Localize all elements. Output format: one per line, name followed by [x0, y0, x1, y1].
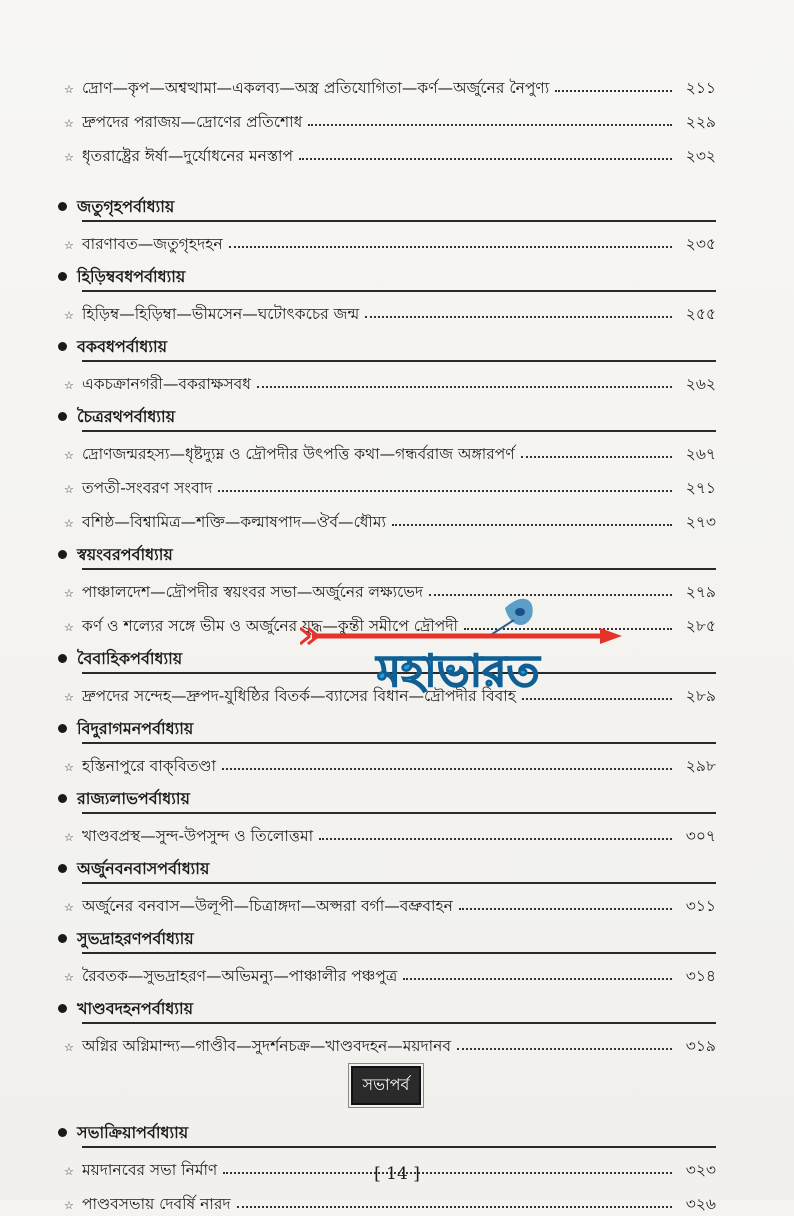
- dot-leader: [365, 316, 672, 318]
- section-block: [56, 848, 716, 884]
- section-block: [56, 534, 716, 570]
- entry-title: দ্রুপদের সন্দেহ—দ্রুপদ-যুধিষ্ঠির বিতর্ক—ব্যাসের বিধান—দ্রৌপদীর বিবাহ: [82, 689, 516, 709]
- bullet-icon: [58, 1004, 67, 1013]
- section-title: বিদুরাগমনপর্বাধ্যায়: [77, 721, 193, 742]
- star-icon: ☆: [64, 972, 82, 983]
- entry-title: তপতী-সংবরণ সংবাদ: [82, 481, 212, 501]
- section-heading: [56, 778, 716, 812]
- dot-leader: [299, 158, 672, 160]
- star-icon: ☆: [64, 762, 82, 773]
- star-icon: ☆: [64, 622, 82, 633]
- entry-page-number: ২৩২: [676, 149, 716, 169]
- section-heading: [56, 988, 716, 1022]
- section-block: [56, 1112, 716, 1148]
- section-title: স্বয়ংবরপর্বাধ্যায়: [77, 547, 173, 568]
- entry-title: পাঞ্চালদেশ—দ্রৌপদীর স্বয়ংবর সভা—অর্জুনের লক্ষ্যভেদ: [82, 585, 423, 605]
- star-icon: ☆: [64, 902, 82, 913]
- section-title: হিড়িম্ববধপর্বাধ্যায়: [77, 269, 185, 290]
- entry-title: রৈবতক—সুভদ্রাহরণ—অভিমন্যু—পাঞ্চালীর পঞ্চপুত্র: [82, 969, 397, 989]
- toc-entry: [56, 1024, 716, 1058]
- section-heading: [56, 918, 716, 952]
- dot-leader: [218, 490, 672, 492]
- entry-title: দ্রোণ—কৃপ—অশ্বত্থামা—একলব্য—অস্ত্র প্রতিযোগিতা—কর্ণ—অর্জুনের নৈপুণ্য: [82, 81, 549, 101]
- bullet-icon: [58, 550, 67, 559]
- section-title: অর্জুনবনবাসপর্বাধ্যায়: [77, 861, 209, 882]
- star-icon: ☆: [64, 832, 82, 843]
- toc-entry: [56, 222, 716, 256]
- section-heading: [56, 256, 716, 290]
- entry-page-number: ২২৯: [676, 115, 716, 135]
- section-title: রাজ্যলাভপর্বাধ্যায়: [77, 791, 190, 812]
- section-block: [56, 918, 716, 954]
- entry-title: দ্রুপদের পরাজয়—দ্রোণের প্রতিশোধ: [82, 115, 302, 135]
- entry-title: কর্ণ ও শল্যের সঙ্গে ভীম ও অর্জুনের যুদ্ধ—কুন্তী সমীপে দ্রৌপদী: [82, 619, 458, 639]
- feather-icon: [486, 599, 533, 638]
- toc-entry: [56, 66, 716, 100]
- toc-entry: [56, 1182, 716, 1216]
- entry-title: অগ্নির অগ্নিমান্দ্য—গাণ্ডীব—সুদর্শনচক্র—খাণ্ডবদহন—ময়দানব: [82, 1039, 451, 1059]
- entry-page-number: ২৭৩: [676, 515, 716, 535]
- publisher-logo-watermark: [300, 590, 630, 700]
- entry-page-number: ২৩৫: [676, 237, 716, 257]
- watermark-text: মহাভারত: [374, 646, 541, 697]
- bullet-icon: [58, 654, 67, 663]
- entry-page-number: ৩১৯: [676, 1039, 716, 1059]
- star-icon: ☆: [64, 484, 82, 495]
- entry-title: হিড়িম্ব—হিড়িম্বা—ভীমসেন—ঘটোৎকচের জন্ম: [82, 307, 359, 327]
- bullet-icon: [58, 724, 67, 733]
- section-block: [56, 396, 716, 432]
- toc-entry: [56, 292, 716, 326]
- section-title: বকবধপর্বাধ্যায়: [77, 339, 167, 360]
- section-block: [56, 186, 716, 222]
- part-heading: [56, 1058, 716, 1112]
- entry-page-number: ২৮৯: [676, 689, 716, 709]
- dot-leader: [237, 1206, 672, 1208]
- bullet-icon: [58, 342, 67, 351]
- section-heading: [56, 1112, 716, 1146]
- page-number: [ 14 ]: [0, 1164, 794, 1184]
- dot-leader: [319, 838, 672, 840]
- entry-page-number: ৩০৭: [676, 829, 716, 849]
- entry-page-number: ২৭১: [676, 481, 716, 501]
- dot-leader: [229, 246, 672, 248]
- star-icon: ☆: [64, 1166, 82, 1177]
- arrow-icon: [300, 628, 622, 644]
- star-icon: ☆: [64, 518, 82, 529]
- star-icon: ☆: [64, 1200, 82, 1211]
- entry-page-number: ৩২৬: [676, 1197, 716, 1216]
- dot-leader: [459, 908, 672, 910]
- entry-title: একচক্রানগরী—বকরাক্ষসবধ: [82, 377, 251, 397]
- section-block: [56, 326, 716, 362]
- bullet-icon: [58, 794, 67, 803]
- star-icon: ☆: [64, 588, 82, 599]
- bullet-icon: [58, 272, 67, 281]
- section-title: সভাক্রিয়াপর্বাধ্যায়: [77, 1125, 188, 1146]
- bullet-icon: [58, 864, 67, 873]
- toc-entry: [56, 744, 716, 778]
- toc-entry: [56, 500, 716, 534]
- section-heading: [56, 396, 716, 430]
- entry-page-number: ২৮৫: [676, 619, 716, 639]
- toc-entry: [56, 466, 716, 500]
- dot-leader: [457, 1048, 672, 1050]
- entry-title: অর্জুনের বনবাস—উলূপী—চিত্রাঙ্গদা—অপ্সরা বর্গা—বভ্রুবাহন: [82, 899, 453, 919]
- star-icon: ☆: [64, 450, 82, 461]
- section-title: বৈবাহিকপর্বাধ্যায়: [77, 651, 182, 672]
- section-heading: [56, 326, 716, 360]
- dot-leader: [403, 978, 672, 980]
- bullet-icon: [58, 934, 67, 943]
- dot-leader: [521, 456, 672, 458]
- toc-entry: [56, 100, 716, 134]
- entry-page-number: ২১১: [676, 81, 716, 101]
- dot-leader: [222, 768, 672, 770]
- entry-page-number: ২৯৮: [676, 759, 716, 779]
- toc-entry: [56, 362, 716, 396]
- entry-page-number: ৩১১: [676, 899, 716, 919]
- section-title: জতুগৃহপর্বাধ্যায়: [77, 199, 174, 220]
- dot-leader: [308, 124, 672, 126]
- star-icon: ☆: [64, 692, 82, 703]
- section-heading: [56, 534, 716, 568]
- entry-title: দ্রোণজন্মরহস্য—ধৃষ্টদ্যুম্ন ও দ্রৌপদীর উৎপত্তি কথা—গন্ধর্বরাজ অঙ্গারপর্ণ: [82, 447, 515, 467]
- dot-leader: [257, 386, 672, 388]
- section-gap: [56, 168, 716, 186]
- section-heading: [56, 848, 716, 882]
- entry-page-number: ২৬২: [676, 377, 716, 397]
- star-icon: ☆: [64, 310, 82, 321]
- entry-page-number: ২৬৭: [676, 447, 716, 467]
- entry-title: বশিষ্ঠ—বিশ্বামিত্র—শক্তি—কল্মাষপাদ—ঔর্ব—ধৌম্য: [82, 515, 386, 535]
- entry-page-number: ২৭৯: [676, 585, 716, 605]
- star-icon: ☆: [64, 1042, 82, 1053]
- entry-title: হস্তিনাপুরে বাক্‌বিতণ্ডা: [82, 759, 216, 779]
- entry-page-number: ৩২৩: [676, 1163, 716, 1183]
- star-icon: ☆: [64, 152, 82, 163]
- section-block: [56, 256, 716, 292]
- entry-title: ময়দানবের সভা নির্মাণ: [82, 1163, 217, 1183]
- section-block: [56, 988, 716, 1024]
- section-heading: [56, 708, 716, 742]
- toc-entry: [56, 134, 716, 168]
- entry-title: খাণ্ডবপ্রস্থ—সুন্দ-উপসুন্দ ও তিলোত্তমা: [82, 829, 313, 849]
- entry-title: ধৃতরাষ্ট্রের ঈর্ষা—দুর্যোধনের মনস্তাপ: [82, 149, 293, 169]
- toc-entry: [56, 814, 716, 848]
- dot-leader: [555, 90, 672, 92]
- section-block: [56, 708, 716, 744]
- entry-page-number: ৩১৪: [676, 969, 716, 989]
- star-icon: ☆: [64, 380, 82, 391]
- dot-leader: [392, 524, 672, 526]
- section-title: খাণ্ডবদহনপর্বাধ্যায়: [77, 1001, 193, 1022]
- section-block: [56, 778, 716, 814]
- section-title: সুভদ্রাহরণপর্বাধ্যায়: [77, 931, 194, 952]
- entry-page-number: ২৫৫: [676, 307, 716, 327]
- star-icon: ☆: [64, 240, 82, 251]
- toc-entry: [56, 432, 716, 466]
- star-icon: ☆: [64, 118, 82, 129]
- bullet-icon: [58, 412, 67, 421]
- section-heading: [56, 186, 716, 220]
- star-icon: ☆: [64, 84, 82, 95]
- bullet-icon: [58, 1128, 67, 1137]
- toc-entry: [56, 954, 716, 988]
- toc-entry: [56, 884, 716, 918]
- part-title: সভাপর্ব: [351, 1066, 422, 1105]
- entry-title: বারণাবত—জতুগৃহদহন: [82, 237, 223, 257]
- section-title: চৈত্ররথপর্বাধ্যায়: [77, 409, 175, 430]
- entry-title: পাণ্ডবসভায় দেবর্ষি নারদ: [82, 1197, 231, 1216]
- bullet-icon: [58, 202, 67, 211]
